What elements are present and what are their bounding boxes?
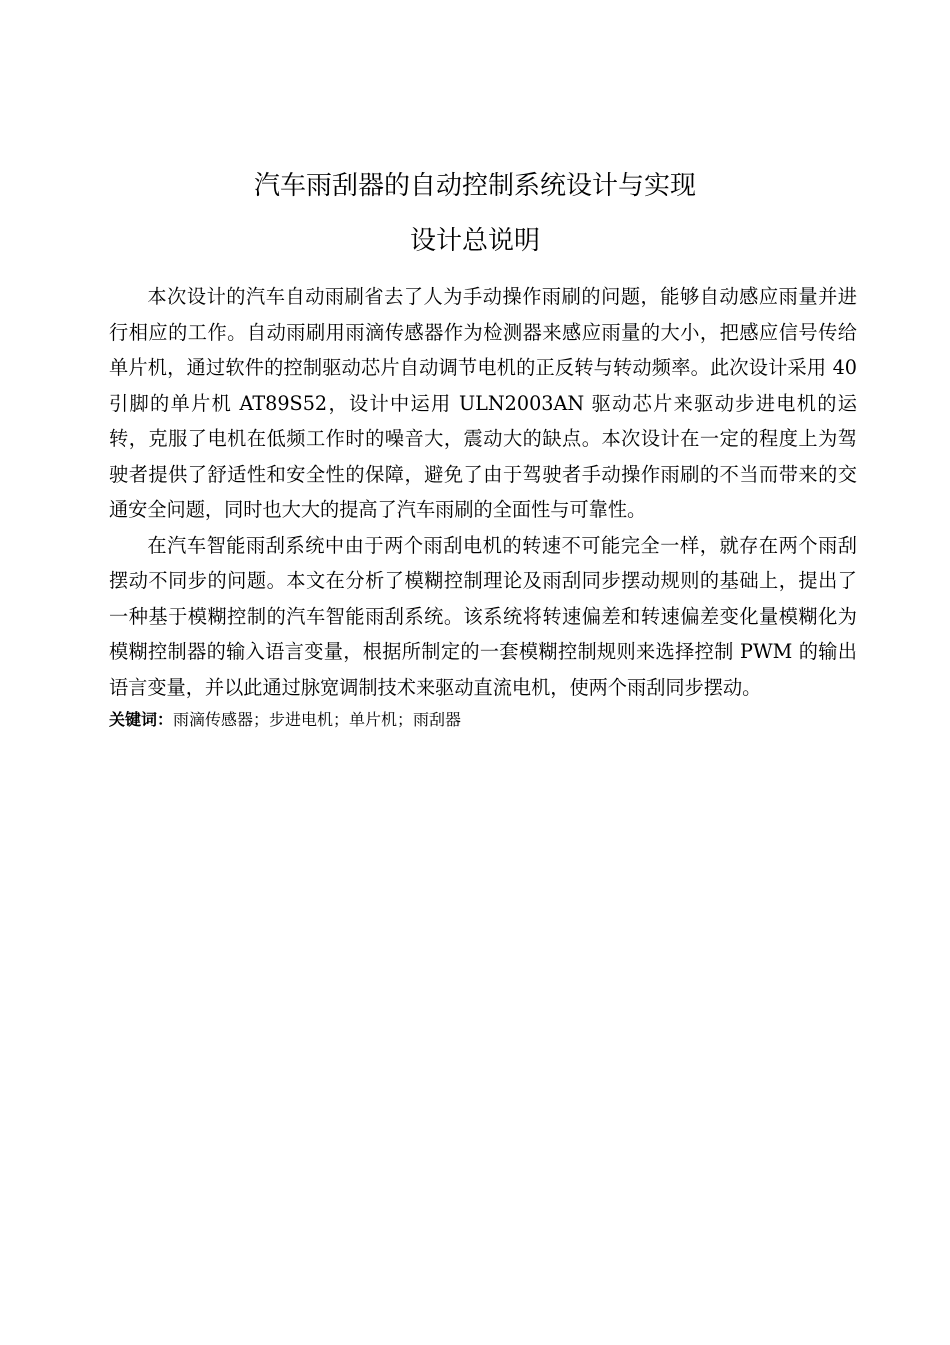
keywords-line	[109, 705, 857, 735]
keywords-value: 雨滴传感器；步进电机；单片机；雨刮器	[173, 710, 462, 729]
document-subtitle: 设计总说明	[409, 226, 540, 256]
paragraph-1: 本次设计的汽车自动雨刷省去了人为手动操作雨刷的问题，能够自动感应雨量并进行相应的工作。自动雨刷用雨滴传感器作为检测器来感应雨量的大小，把感应信号传给单片机，通过软件的控制驱动芯片自动调节电机的正反转与转动频率。此次设计采用 40 引脚的单片机 AT89S52，设计中运用 ULN2003AN 驱动芯片来驱动步进电机的运转，克服了电机在低频工作时的噪音大，震动大的缺点。本次设计在一定的程度上为驾驶者提供了舒适性和安全性的保障，避免了由于驾驶者手动操作雨刷的不当而带来的交通安全问题，同时也大大的提高了汽车雨刷的全面性与可靠性。	[109, 285, 857, 521]
document-body	[109, 279, 857, 735]
keywords-label: 关键词：	[109, 710, 174, 729]
document-title: 汽车雨刮器的自动控制系统设计与实现	[253, 171, 696, 201]
paragraph-2: 在汽车智能雨刮系统中由于两个雨刮电机的转速不可能完全一样，就存在两个雨刮摆动不同步的问题。本文在分析了模糊控制理论及雨刮同步摆动规则的基础上，提出了一种基于模糊控制的汽车智能雨刮系统。该系统将转速偏差和转速偏差变化量模糊化为模糊控制器的输入语言变量，根据所制定的一套模糊控制规则来选择控制 PWM 的输出语言变量，并以此通过脉宽调制技术来驱动直流电机，使两个雨刮同步摆动。	[109, 533, 857, 699]
